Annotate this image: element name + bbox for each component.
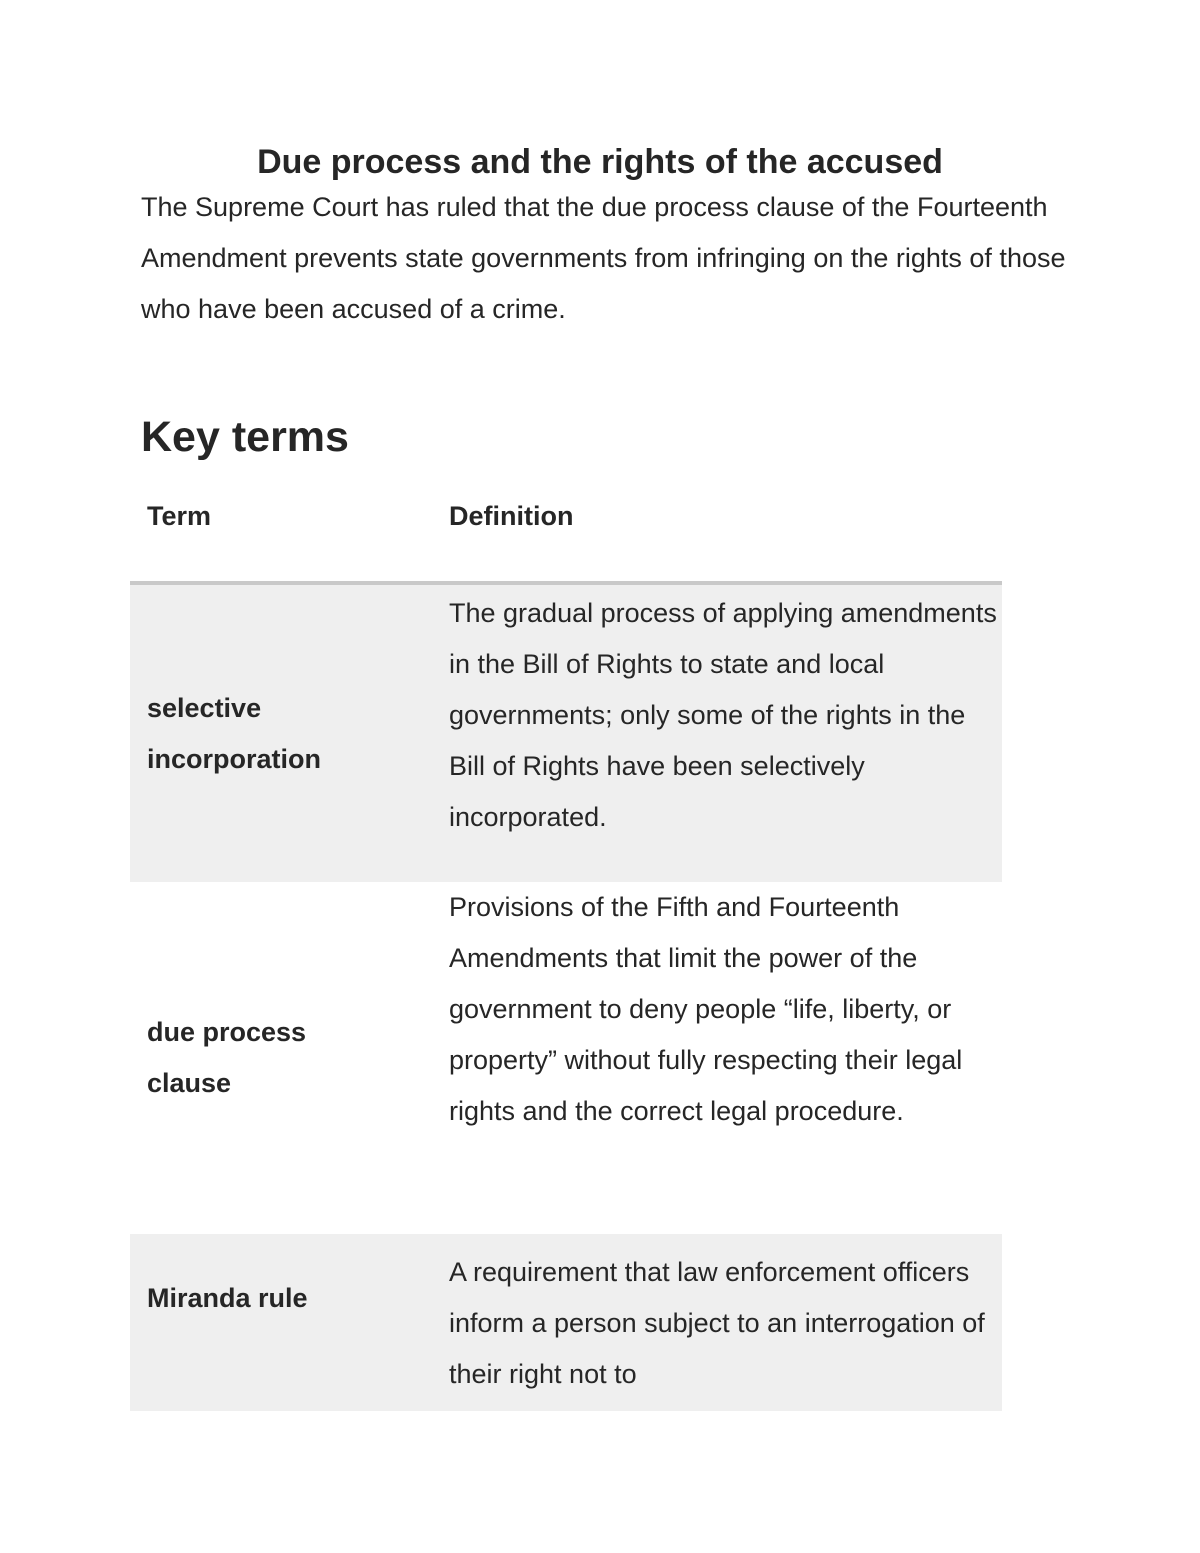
table-row [130, 1234, 1002, 1411]
term-cell [130, 585, 432, 882]
key-terms-table [130, 480, 1002, 1411]
term-column-header: Term [147, 501, 212, 531]
table-header [130, 480, 1002, 585]
page-title: Due process and the rights of the accused [257, 143, 943, 181]
definition-cell: Provisions of the Fifth and Fourteenth Amendments that limit the power of the government to deny people “life, liberty, or property” without fully respecting their legal rights and the correct legal procedure. [449, 892, 963, 1126]
term-text: due process clause [147, 1017, 307, 1098]
intro-paragraph: The Supreme Court has ruled that the due process clause of the Fourteenth Amendment prevents state governments from infringing on the rights of those who have been accused of a crime. [141, 192, 1066, 324]
definition-column-header: Definition [449, 501, 574, 531]
definition-cell: The gradual process of applying amendments in the Bill of Rights to state and local governments; only some of the rights in the Bill of Rights have been selectively incorporated. [449, 598, 997, 832]
key-terms-heading: Key terms [141, 413, 349, 461]
term-text: selective incorporation [147, 692, 321, 774]
term-cell [130, 882, 432, 1234]
term-cell [130, 1234, 432, 1411]
definition-cell: A requirement that law enforcement officers inform a person subject to an interrogation of their right not to [449, 1257, 985, 1389]
term-text: Miranda rule [147, 1283, 308, 1313]
table-row [130, 585, 1002, 882]
table-row [130, 882, 1002, 1234]
